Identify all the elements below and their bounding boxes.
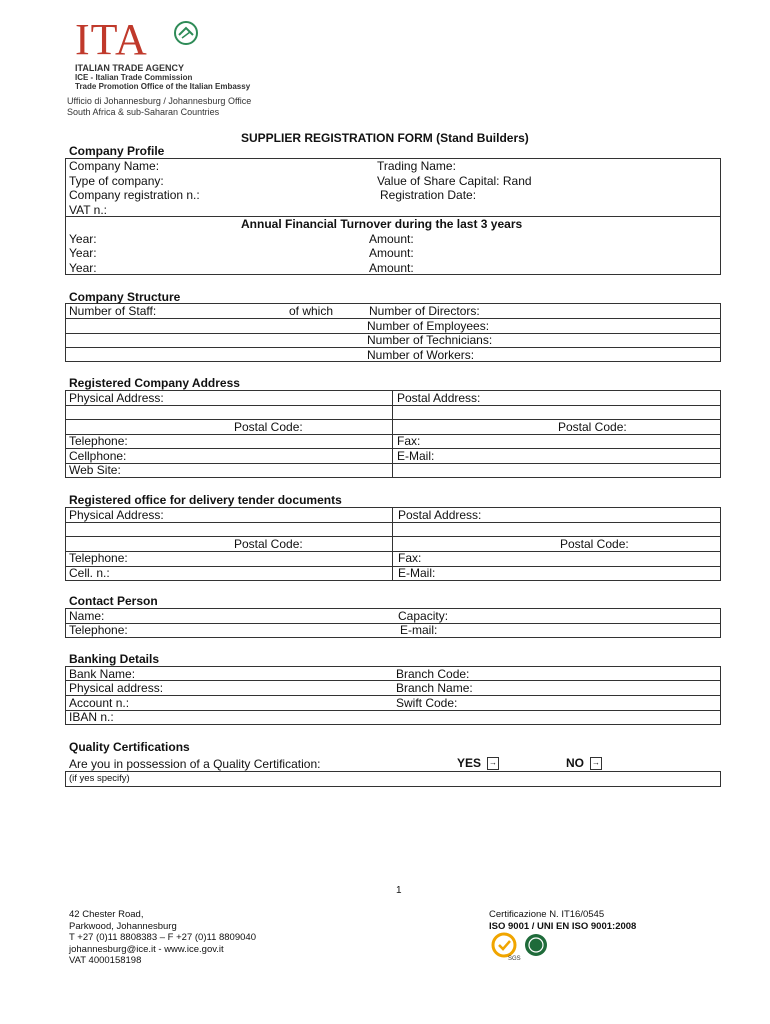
section-delivery-office: Registered office for delivery tender documents <box>69 493 342 507</box>
yes-label: YES <box>457 756 482 770</box>
postal-code-label: Postal Code: <box>234 537 303 551</box>
section-banking: Banking Details <box>69 652 160 666</box>
workers-label: Number of Workers: <box>367 348 475 362</box>
row-contact-name[interactable] <box>65 609 720 624</box>
row-bank-physical[interactable] <box>65 681 720 696</box>
fax-label: Fax: <box>397 434 421 448</box>
physical-address-label: Physical Address: <box>69 391 164 405</box>
telephone-label: Telephone: <box>69 623 128 637</box>
footer-line: 42 Chester Road, <box>69 909 144 920</box>
no-option[interactable] <box>566 756 602 770</box>
email-label: E-mail: <box>400 623 438 637</box>
fax-label: Fax: <box>398 551 422 565</box>
company-name-label: Company Name: <box>69 159 160 173</box>
row-reg-telephone[interactable] <box>65 434 720 449</box>
postal-address-label: Postal Address: <box>397 391 481 405</box>
no-checkbox[interactable]: → <box>590 757 602 770</box>
turnover-heading: Annual Financial Turnover during the last 3 years <box>241 217 523 231</box>
section-quality: Quality Certifications <box>69 740 190 754</box>
row-reg-cellphone[interactable] <box>65 449 720 464</box>
row-company-name[interactable] <box>65 159 720 174</box>
website-label: Web Site: <box>69 463 121 477</box>
org-line-1: ITALIAN TRADE AGENCY <box>75 63 184 73</box>
iban-label: IBAN n.: <box>69 710 114 724</box>
footer-line: VAT 4000158198 <box>69 955 142 966</box>
office-line-2: South Africa & sub-Saharan Countries <box>67 107 220 117</box>
row-year-1[interactable] <box>65 232 720 247</box>
year-label: Year: <box>69 232 97 246</box>
footer-line: Parkwood, Johannesburg <box>69 920 177 932</box>
row-del-telephone[interactable] <box>65 551 720 566</box>
logo <box>75 15 195 64</box>
row-employees[interactable] <box>65 319 720 334</box>
certification-badge-icon <box>489 932 553 962</box>
no-label: NO <box>566 756 584 770</box>
cellphone-label: Cellphone: <box>69 449 127 463</box>
bank-name-label: Bank Name: <box>69 667 136 681</box>
org-line-2: ICE - Italian Trade Commission <box>75 73 193 82</box>
office-block <box>67 96 251 118</box>
row-bank-name[interactable] <box>65 667 720 682</box>
logo-emblem-icon <box>173 20 199 46</box>
yes-checkbox[interactable]: → <box>487 757 499 770</box>
office-line-1: Ufficio di Johannesburg / Johannesburg Office <box>67 96 252 106</box>
registration-date-label: Registration Date: <box>380 188 477 202</box>
postal-address-label: Postal Address: <box>398 508 482 522</box>
page-number: 1 <box>396 885 402 896</box>
org-line-3: Trade Promotion Office of the Italian Embassy <box>75 82 251 91</box>
amount-label: Amount: <box>369 246 414 260</box>
row-vat[interactable] <box>65 203 720 218</box>
section-company-structure: Company Structure <box>69 290 181 304</box>
telephone-label: Telephone: <box>69 434 128 448</box>
row-year-2[interactable] <box>65 246 720 261</box>
footer-address <box>69 909 256 967</box>
trading-name-label: Trading Name: <box>377 159 456 173</box>
row-del-postal-code[interactable] <box>65 537 720 552</box>
postal-code-label: Postal Code: <box>560 537 629 551</box>
cert-line: Certificazione N. IT16/0545 <box>489 909 605 920</box>
cell-label: Cell. n.: <box>69 566 110 580</box>
telephone-label: Telephone: <box>69 551 128 565</box>
footer-line: T +27 (0)11 8808383 – F +27 (0)11 8809040 <box>69 932 256 943</box>
row-reg-physical[interactable] <box>65 391 720 406</box>
badge-text: SGS <box>508 956 521 962</box>
logo-letters: ITA <box>75 15 148 64</box>
specify-label: (if yes specify) <box>69 773 130 784</box>
quality-question: Are you in possession of a Quality Certification: <box>69 757 321 771</box>
share-capital-label: Value of Share Capital: Rand <box>377 174 532 188</box>
physical-address-label: Physical address: <box>69 681 164 695</box>
type-of-company-label: Type of company: <box>69 174 164 188</box>
of-which-label: of which <box>289 304 334 318</box>
technicians-label: Number of Technicians: <box>367 333 493 347</box>
row-reg-website[interactable] <box>65 463 720 478</box>
form-title: SUPPLIER REGISTRATION FORM (Stand Builders) <box>241 131 529 145</box>
amount-label: Amount: <box>369 232 414 246</box>
row-type-of-company[interactable] <box>65 174 720 189</box>
employees-label: Number of Employees: <box>367 319 490 333</box>
directors-label: Number of Directors: <box>369 304 480 318</box>
footer-cert <box>489 909 636 932</box>
registration-n-label: Company registration n.: <box>69 188 200 202</box>
row-reg-postal-code[interactable] <box>65 420 720 435</box>
row-year-3[interactable] <box>65 261 720 276</box>
section-company-profile: Company Profile <box>69 144 165 158</box>
postal-code-label: Postal Code: <box>234 420 303 434</box>
email-label: E-Mail: <box>398 566 436 580</box>
branch-code-label: Branch Code: <box>396 667 470 681</box>
row-workers[interactable] <box>65 348 720 363</box>
row-turnover-heading <box>65 217 720 232</box>
vat-label: VAT n.: <box>69 203 108 217</box>
physical-address-label: Physical Address: <box>69 508 164 522</box>
row-technicians[interactable] <box>65 333 720 348</box>
amount-label: Amount: <box>369 261 414 275</box>
year-label: Year: <box>69 246 97 260</box>
row-account[interactable] <box>65 696 720 711</box>
staff-label: Number of Staff: <box>69 304 157 318</box>
org-block <box>75 64 250 91</box>
row-iban[interactable] <box>65 710 720 725</box>
branch-name-label: Branch Name: <box>396 681 473 695</box>
yes-option[interactable] <box>457 756 499 770</box>
specify-field[interactable] <box>65 771 721 787</box>
section-contact-person: Contact Person <box>69 594 158 608</box>
row-del-cell[interactable] <box>65 566 720 581</box>
row-contact-telephone[interactable] <box>65 623 720 638</box>
account-label: Account n.: <box>69 696 130 710</box>
row-del-physical[interactable] <box>65 508 720 523</box>
year-label: Year: <box>69 261 97 275</box>
footer-line: johannesburg@ice.it - www.ice.gov.it <box>69 943 224 955</box>
email-label: E-Mail: <box>397 449 435 463</box>
capacity-label: Capacity: <box>398 609 449 623</box>
postal-code-label: Postal Code: <box>558 420 627 434</box>
iso-line: ISO 9001 / UNI EN ISO 9001:2008 <box>489 920 637 932</box>
swift-label: Swift Code: <box>396 696 458 710</box>
row-staff[interactable] <box>65 304 720 319</box>
name-label: Name: <box>69 609 105 623</box>
section-registered-address: Registered Company Address <box>69 376 240 390</box>
row-registration[interactable] <box>65 188 720 203</box>
